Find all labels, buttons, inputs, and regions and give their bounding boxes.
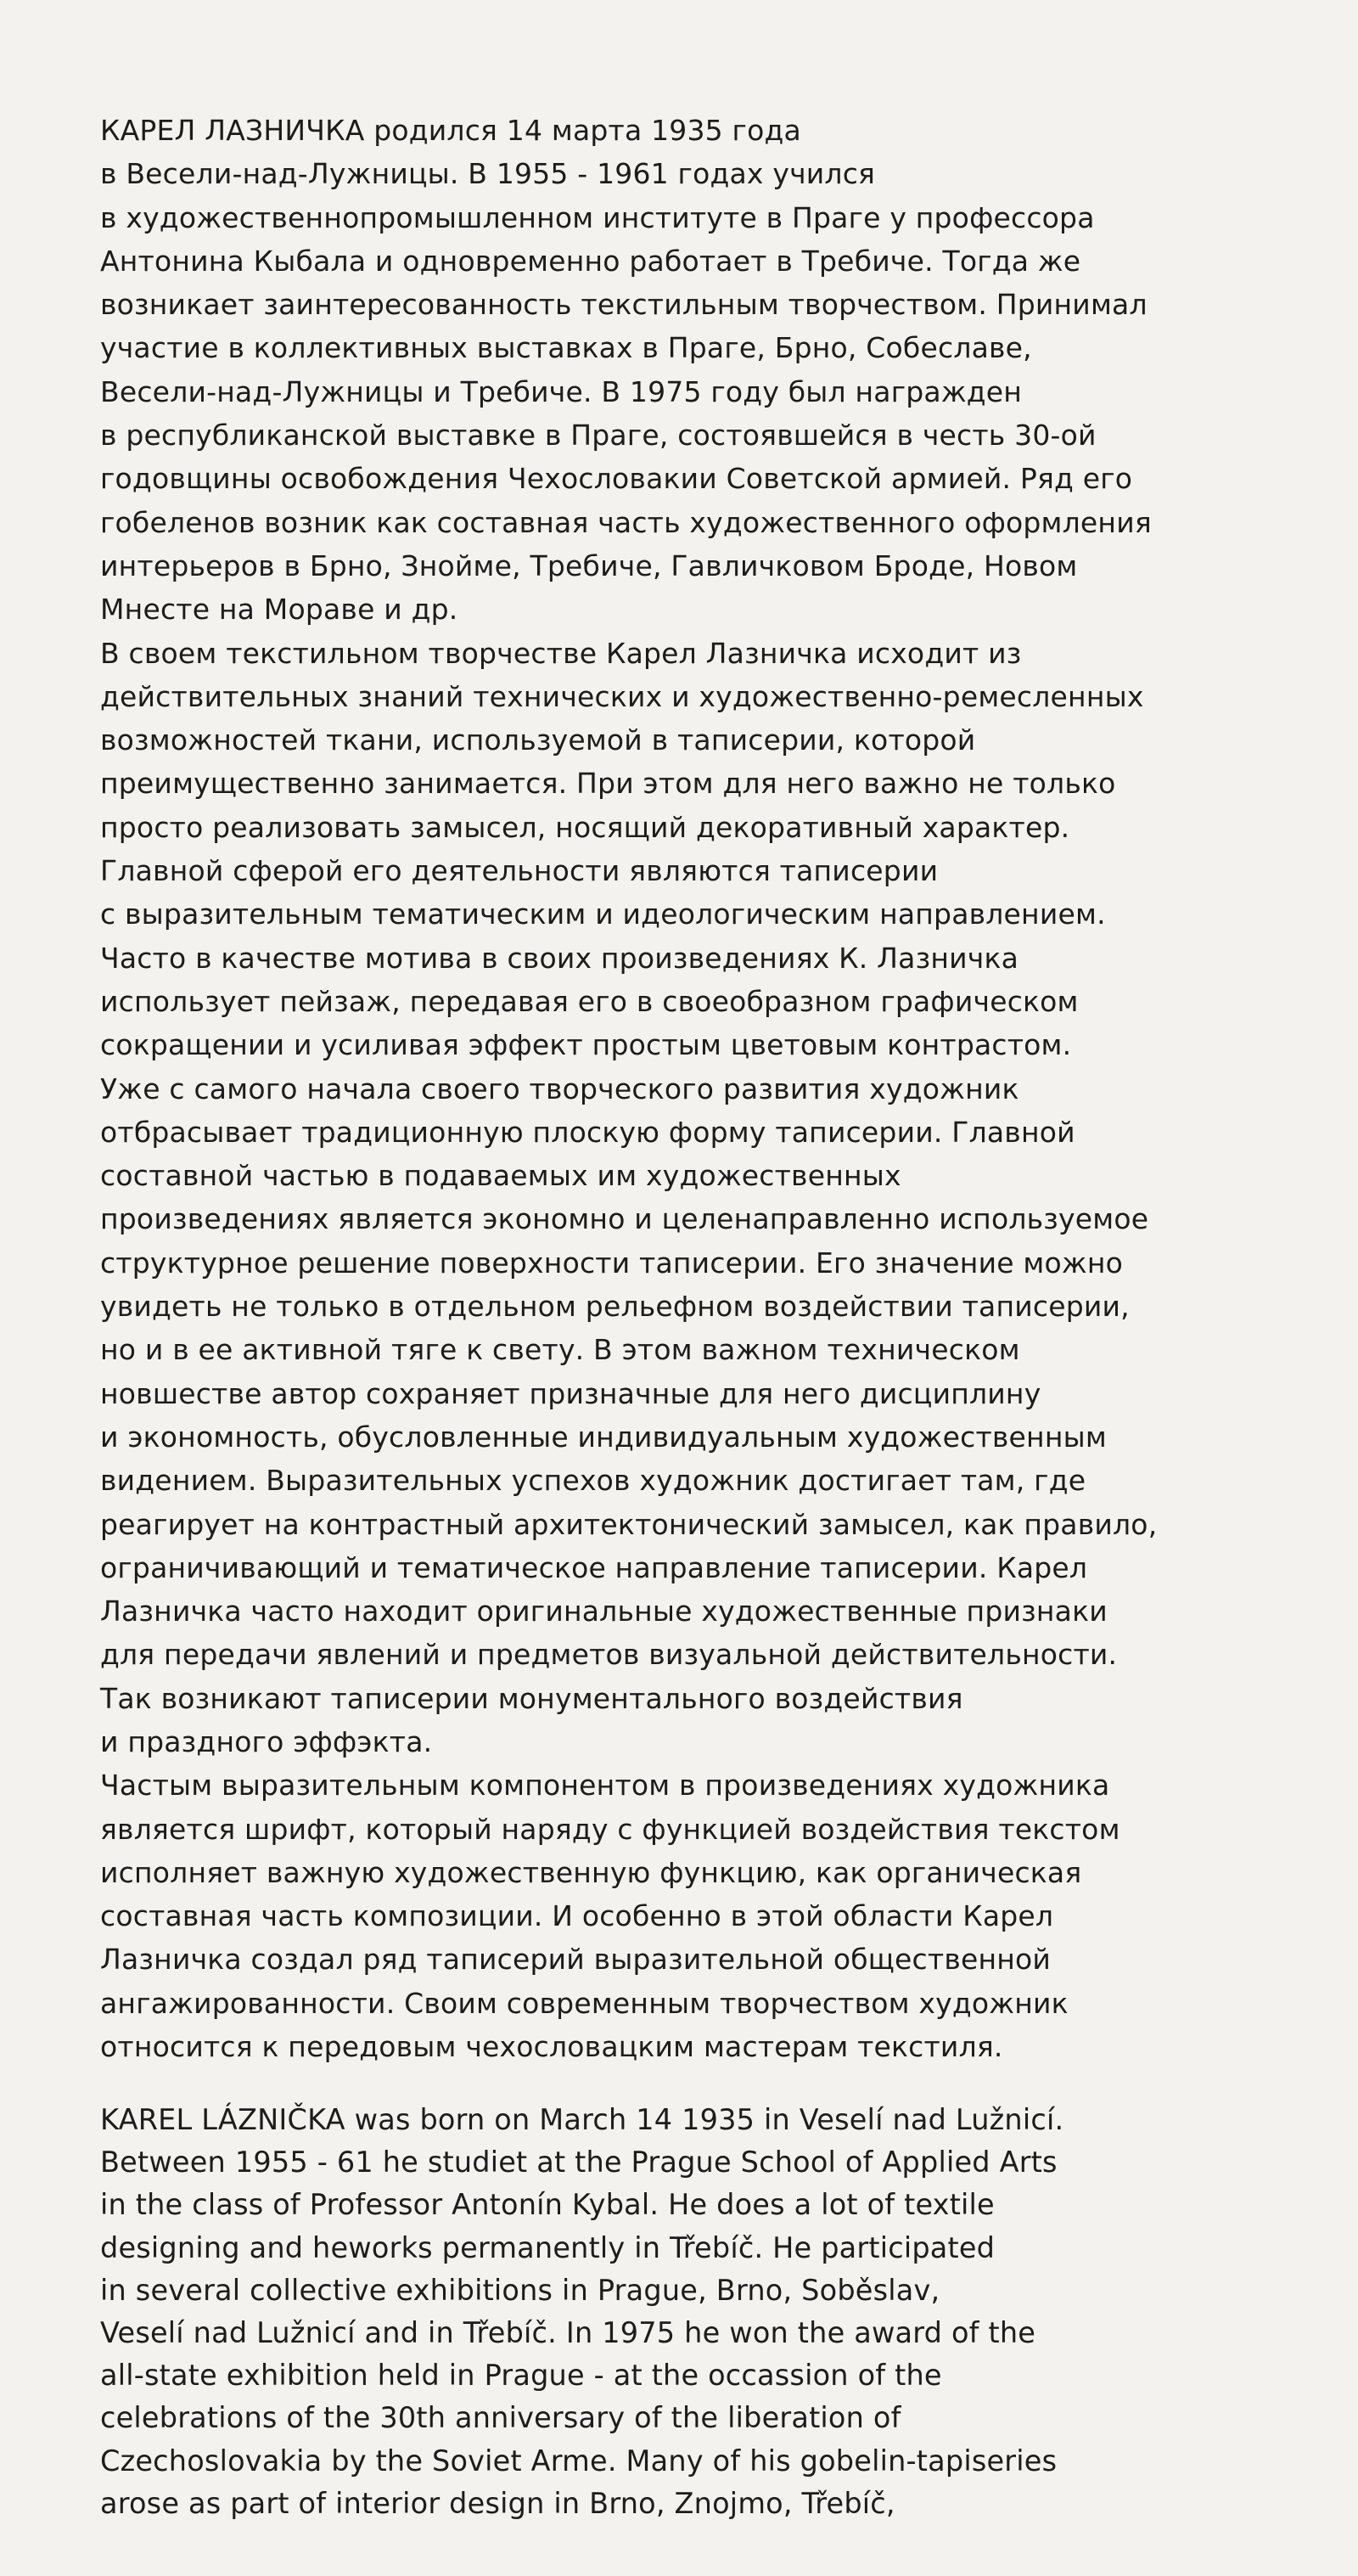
text-line: структурное решение поверхности таписерии. Его значение можно: [100, 1246, 1124, 1280]
text-line: КАРЕЛ ЛАЗНИЧКА родился 14 марта 1935 года: [100, 114, 801, 147]
text-line: Главной сферой его деятельности являются таписерии: [100, 854, 939, 888]
text-line: Часто в качестве мотива в своих произведениях К. Лазничка: [100, 941, 1019, 975]
text-line: реагирует на контрастный архитектонический замысел, как правило,: [100, 1507, 1158, 1541]
text-line: использует пейзаж, передавая его в своеобразном графическом: [100, 984, 1079, 1018]
text-line: celebrations of the 30th anniversary of the liberation of: [100, 2401, 901, 2435]
text-line: В своем текстильном творчестве Карел Лазничка исходит из: [100, 636, 1022, 670]
text-line: новшестве автор сохраняет призначные для него дисциплину: [100, 1376, 1041, 1410]
text-line: Between 1955 - 61 he studiet at the Prague School of Applied Arts: [100, 2146, 1058, 2179]
text-line: относится к передовым чехословацким мастерам текстиля.: [100, 2030, 1003, 2064]
russian-biography: [100, 109, 1157, 2068]
english-biography: [100, 2099, 1063, 2525]
text-line: просто реализовать замысел, носящий декоративный характер.: [100, 810, 1070, 844]
text-line: с выразительным тематическим и идеологическим направлением.: [100, 897, 1106, 931]
text-line: составная часть композиции. И особенно в этой области Карел: [100, 1899, 1054, 1933]
text-line: ангажированности. Своим современным творчеством художник: [100, 1986, 1069, 2020]
text-line: но и в ее активной тяге к свету. В этом важном техническом: [100, 1333, 1020, 1367]
text-line: Veselí nad Lužnicí and in Třebíč. In 1975 he won the award of the: [100, 2316, 1036, 2350]
text-line: в Весели-над-Лужницы. В 1955 - 1961 годах учился: [100, 157, 876, 191]
text-line: преимущественно занимается. При этом для него важно не только: [100, 767, 1116, 801]
text-line: ограничивающий и тематическое направление таписерии. Карел: [100, 1550, 1088, 1584]
text-line: возникает заинтересованность текстильным творчеством. Принимал: [100, 288, 1148, 322]
text-line: в республиканской выставке в Праге, состоявшейся в честь 30-ой: [100, 419, 1097, 453]
text-line: Антонина Кыбала и одновременно работает в Требиче. Тогда же: [100, 244, 1081, 278]
text-line: участие в коллективных выставках в Праге, Брно, Собеславе,: [100, 331, 1032, 365]
text-line: Частым выразительным компонентом в произведениях художника: [100, 1769, 1110, 1803]
text-line: произведениях является экономно и целенаправленно используемое: [100, 1202, 1149, 1236]
text-line: в художественнопромышленном институте в Праге у профессора: [100, 200, 1095, 234]
text-line: in several collective exhibitions in Prague, Brno, Soběslav,: [100, 2273, 940, 2307]
text-line: Лазничка создал ряд таписерий выразительной общественной: [100, 1943, 1052, 1977]
text-line: действительных знаний технических и художественно-ремесленных: [100, 679, 1144, 713]
text-line: all-state exhibition held in Prague - at the occassion of the: [100, 2359, 942, 2393]
text-line: Весели-над-Лужницы и Требиче. В 1975 году был награжден: [100, 374, 1023, 408]
text-line: arose as part of interior design in Brno, Znojmo, Třebíč,: [100, 2486, 895, 2520]
text-line: сокращении и усиливая эффект простым цветовым контрастом.: [100, 1028, 1072, 1062]
text-line: Так возникают таписерии монументального воздействия: [100, 1681, 963, 1715]
text-line: исполняет важную художественную функцию, как органическая: [100, 1855, 1082, 1889]
text-line: гобеленов возник как составная часть художественного оформления: [100, 505, 1152, 539]
text-line: и праздного эффэкта.: [100, 1724, 433, 1758]
text-line: увидеть не только в отдельном рельефном воздействии таписерии,: [100, 1290, 1130, 1324]
text-line: in the class of Professor Antonín Kybal. He does a lot of textile: [100, 2188, 995, 2222]
text-line: KAREL LÁZNIČKA was born on March 14 1935 in Veselí nad Lužnicí.: [100, 2103, 1064, 2136]
text-line: Czechoslovakia by the Soviet Arme. Many of his gobelin-tapiseries: [100, 2444, 1058, 2478]
text-line: для передачи явлений и предметов визуальной действительности.: [100, 1638, 1118, 1672]
text-line: годовщины освобождения Чехословакии Советской армией. Ряд его: [100, 462, 1133, 496]
text-line: возможностей ткани, используемой в таписерии, которой: [100, 723, 976, 757]
text-line: видением. Выразительных успехов художник достигает там, где: [100, 1464, 1086, 1498]
text-line: составной частью в подаваемых им художественных: [100, 1159, 901, 1193]
text-line: и экономность, обусловленные индивидуальным художественным: [100, 1420, 1107, 1454]
text-line: Мнесте на Мораве и др.: [100, 593, 458, 627]
text-line: интерьеров в Брно, Знойме, Требиче, Гавличковом Броде, Новом: [100, 548, 1078, 582]
text-line: designing and heworks permanently in Třebíč. He participated: [100, 2230, 996, 2264]
text-line: является шрифт, который наряду с функцией воздействия текстом: [100, 1812, 1120, 1846]
text-line: Уже с самого начала своего творческого развития художник: [100, 1071, 1019, 1105]
text-line: Лазничка часто находит оригинальные художественные признаки: [100, 1595, 1108, 1628]
text-line: отбрасывает традиционную плоскую форму таписерии. Главной: [100, 1115, 1075, 1149]
